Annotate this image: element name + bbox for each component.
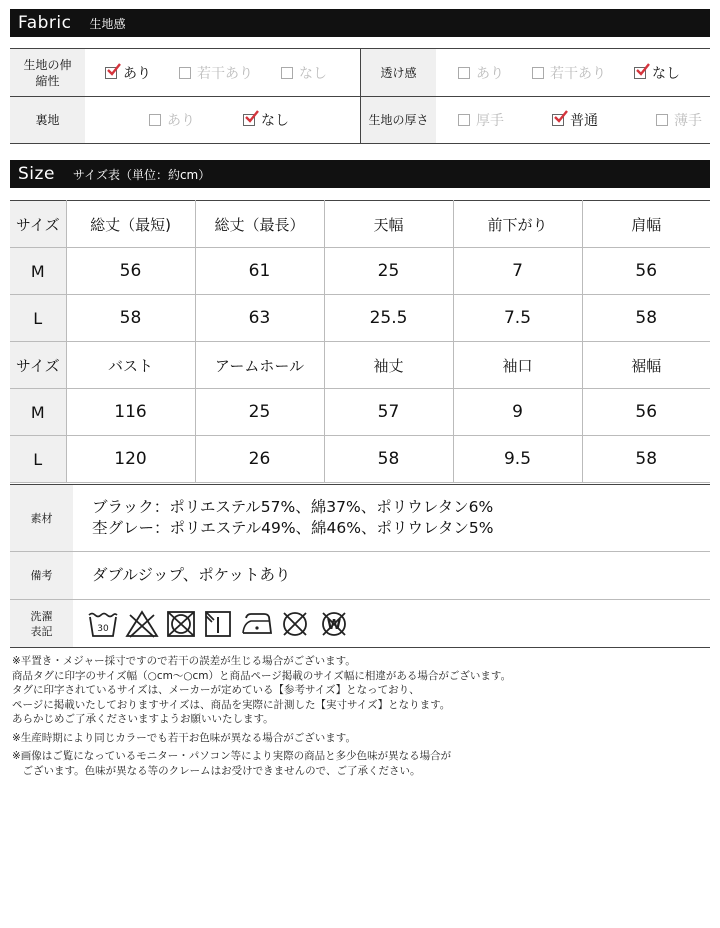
size-row-label: サイズ — [10, 342, 66, 389]
checkbox-icon — [458, 67, 470, 79]
size-header-row-1 — [10, 201, 710, 248]
table-cell: 57 — [324, 389, 453, 436]
note-line: ページに掲載いたしておりますサイズは、商品を実際に計測した【実寸サイズ】となります。 — [12, 698, 451, 711]
table-header-cell: 総丈（最短) — [66, 201, 195, 248]
table-cell: 25.5 — [324, 295, 453, 342]
table-cell: 9 — [453, 389, 582, 436]
wash-30-icon — [87, 609, 119, 639]
table-cell: 7.5 — [453, 295, 582, 342]
size-table — [10, 200, 710, 483]
note-line: ※生産時期により同じカラーでも若干お色味が異なる場合がございます。 — [12, 731, 356, 744]
remarks-label: 備考 — [10, 552, 73, 599]
note-line: タグに印字されているサイズは、メーカーが定めている【参考サイズ】となっており、 — [12, 684, 420, 696]
care-icons — [73, 600, 351, 647]
note-line: ございます。色味が異なる等のクレームはお受けできませんので、ご了承ください。 — [12, 764, 421, 777]
svg-text:W: W — [326, 617, 342, 633]
table-row — [10, 295, 710, 342]
no-dry-clean-icon — [279, 609, 311, 639]
fabric-row-1 — [10, 49, 710, 96]
fabric-table — [10, 48, 710, 144]
table-cell: 120 — [66, 436, 195, 483]
checkbox-checked-icon — [552, 114, 564, 126]
material-value — [73, 485, 710, 551]
stretch-options — [85, 49, 360, 96]
table-cell: 7 — [453, 248, 582, 295]
table-cell: 63 — [195, 295, 324, 342]
fabric-row-2 — [10, 96, 710, 143]
line-dry-shade-icon — [203, 609, 233, 639]
lining-option-yes: あり — [149, 110, 195, 130]
checkbox-icon — [281, 67, 293, 79]
care-label: 洗濯表記 — [10, 600, 73, 647]
table-cell: 56 — [582, 389, 710, 436]
size-row-label: サイズ — [10, 201, 66, 248]
table-cell: 58 — [582, 295, 710, 342]
material-line-1: ブラック：ポリエステル57%、綿37%、ポリウレタン6% — [92, 498, 494, 516]
table-cell: 58 — [324, 436, 453, 483]
thickness-option-thick: 厚手 — [458, 110, 504, 130]
material-label: 素材 — [10, 485, 73, 551]
table-cell: 26 — [195, 436, 324, 483]
table-header-cell: 肩幅 — [582, 201, 710, 248]
size-header — [10, 160, 710, 188]
table-header-cell: 袖口 — [453, 342, 582, 389]
table-cell: 116 — [66, 389, 195, 436]
table-cell: 25 — [324, 248, 453, 295]
notes — [12, 654, 712, 778]
remarks-row — [10, 551, 710, 599]
size-label: L — [10, 436, 66, 483]
size-subtitle: サイズ表（単位：約cm） — [72, 167, 211, 182]
note-line: ※画像はご覧になっているモニター・パソコン等により実際の商品と多少色味が異なる場合が — [12, 750, 452, 762]
wash-temp: 30 — [97, 623, 109, 634]
material-line-2: 杢グレー：ポリエステル49%、綿46%、ポリウレタン5% — [92, 519, 494, 537]
fabric-title: Fabric — [18, 13, 72, 33]
no-wet-clean-icon — [317, 609, 351, 639]
note-line: ※平置き・メジャー採寸ですので若干の誤差が生じる場合がございます。 — [12, 655, 356, 667]
sheer-option-yes: あり — [458, 63, 504, 83]
table-cell: 25 — [195, 389, 324, 436]
table-row — [10, 389, 710, 436]
table-cell: 58 — [582, 436, 710, 483]
care-row — [10, 599, 710, 647]
lining-label: 裏地 — [10, 97, 85, 143]
checkbox-checked-icon — [634, 67, 646, 79]
checkbox-checked-icon — [243, 114, 255, 126]
lining-option-no: なし — [243, 110, 289, 130]
lining-options — [85, 97, 360, 143]
no-tumble-dry-icon — [165, 609, 197, 639]
stretch-option-no: なし — [281, 63, 327, 83]
sheer-options — [436, 49, 710, 96]
table-cell: 61 — [195, 248, 324, 295]
checkbox-icon — [149, 114, 161, 126]
size-label: M — [10, 248, 66, 295]
table-header-cell: バスト — [66, 342, 195, 389]
table-row — [10, 248, 710, 295]
table-cell: 56 — [582, 248, 710, 295]
thickness-option-normal: 普通 — [552, 110, 598, 130]
table-header-cell: 裾幅 — [582, 342, 710, 389]
table-cell: 9.5 — [453, 436, 582, 483]
thickness-options — [436, 97, 710, 143]
table-row — [10, 436, 710, 483]
table-header-cell: 天幅 — [324, 201, 453, 248]
fabric-subtitle: 生地感 — [89, 16, 126, 31]
size-label: L — [10, 295, 66, 342]
stretch-label: 生地の伸縮性 — [10, 49, 85, 96]
material-row — [10, 485, 710, 551]
table-cell: 56 — [66, 248, 195, 295]
table-cell: 58 — [66, 295, 195, 342]
table-header-cell: 袖丈 — [324, 342, 453, 389]
checkbox-icon — [532, 67, 544, 79]
remarks-value: ダブルジップ、ポケットあり — [92, 566, 291, 584]
thickness-option-thin: 薄手 — [656, 110, 702, 130]
checkbox-icon — [179, 67, 191, 79]
size-label: M — [10, 389, 66, 436]
no-bleach-icon — [125, 609, 159, 639]
details-table — [10, 484, 710, 648]
sheer-option-slight: 若干あり — [532, 63, 606, 83]
iron-low-icon — [239, 609, 273, 639]
size-header-row-2 — [10, 342, 710, 389]
stretch-option-yes: あり — [105, 63, 151, 83]
checkbox-checked-icon — [105, 67, 117, 79]
fabric-header — [10, 9, 710, 37]
note-line: 商品タグに印字のサイズ幅（○cm〜○cm）と商品ページ掲載のサイズ幅に相違がある場合がございます。 — [12, 669, 512, 682]
checkbox-icon — [458, 114, 470, 126]
note-line: あらかじめご了承くださいますようお願いいたします。 — [12, 713, 274, 725]
table-header-cell: アームホール — [195, 342, 324, 389]
checkbox-icon — [656, 114, 668, 126]
sheer-label: 透け感 — [361, 49, 436, 96]
sheer-option-no: なし — [634, 63, 680, 83]
stretch-option-slight: 若干あり — [179, 63, 253, 83]
table-header-cell: 総丈（最長） — [195, 201, 324, 248]
size-title: Size — [18, 164, 55, 184]
thickness-label: 生地の厚さ — [361, 97, 436, 143]
table-header-cell: 前下がり — [453, 201, 582, 248]
